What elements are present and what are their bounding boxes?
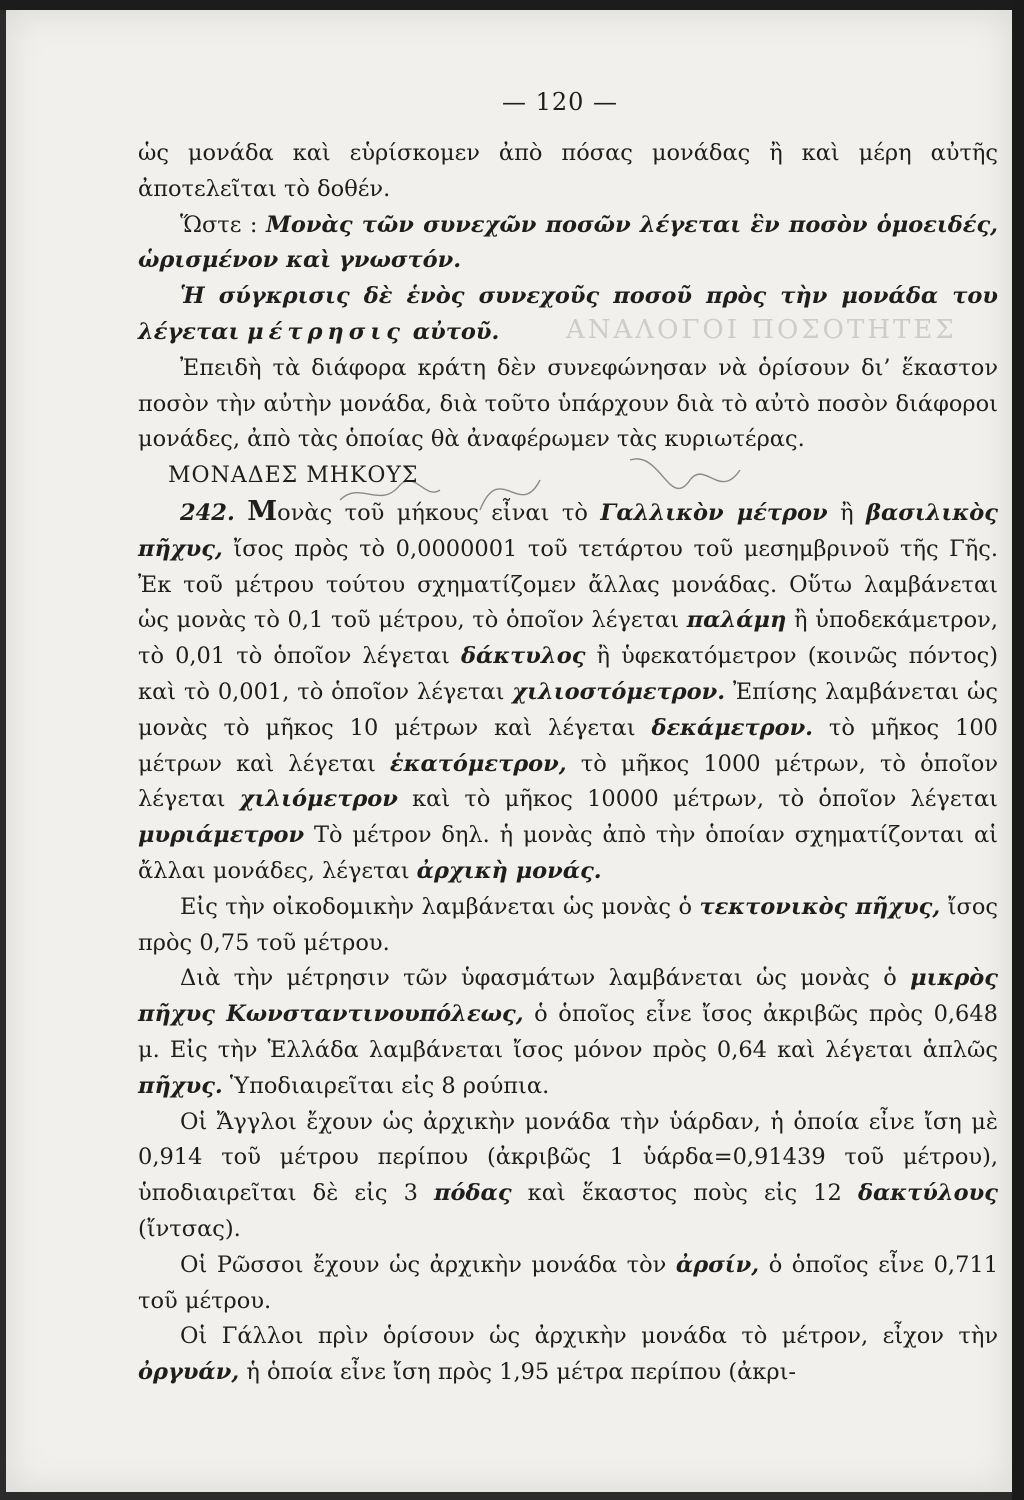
text-run: Οἱ Ἄγγλοι ἔχουν ὡς ἀρχικὴν μονάδα τὴν ὑάρδαν, ἡ ὁποία εἶνε ἴση μὲ 0,914 τοῦ μέτρου περίπου (ἀκριβῶς 1 ὑάρδα=0,91439 τοῦ μέτρου), ὑποδιαιρεῖται δὲ εἰς 3: [138, 1108, 998, 1207]
text-run: καὶ ἕκαστος ποὺς εἰς 12: [511, 1180, 858, 1207]
text-run: Τὸ μέτρον δηλ. ἡ μονὰς ἀπὸ τὴν ὁποίαν σχηματίζονται αἱ ἄλλαι μονάδες, λέγεται: [138, 822, 998, 884]
text-run: ὡς μονάδα καὶ εὑρίσκομεν ἀπὸ πόσας μονάδας ἢ καὶ μέρη αὐτῆς ἀποτελεῖται τὸ δοθέν.: [138, 140, 998, 202]
text-run: καὶ τὸ μῆκος 10000 μέτρων, τὸ ὁποῖον λέγεται: [397, 786, 998, 813]
term: τεκτονικὸς πῆχυς,: [699, 893, 941, 920]
section-heading: ΜΟΝΑΔΕΣ ΜΗΚΟΥΣ: [168, 463, 419, 489]
term: ἀρχικὴ μονάς.: [416, 857, 602, 884]
term: παλάμη: [686, 607, 787, 634]
text-run: Ἐπειδὴ τὰ διάφορα κράτη δὲν συνεφώνησαν νὰ ὁρίσουν δι’ ἕκαστον ποσὸν τὴν αὐτὴν μονάδα, διὰ τοῦτο ὑπάρχουν διὰ τὸ αὐτὸ ποσὸν διάφοροι μονάδες, ἀπὸ τὰς ὁποίας θὰ ἀναφέρωμεν τὰς κυριωτέρας.: [138, 354, 998, 453]
term: Γαλλικὸν μέτρον: [600, 499, 828, 526]
term: χιλιόμετρον: [239, 786, 398, 813]
paragraph-8: [138, 1105, 998, 1248]
text-run: ἡ ὁποία εἶνε ἴση πρὸς 1,95 μέτρα περίπου (ἀκρι-: [239, 1359, 797, 1386]
term: μυριάμετρον: [138, 822, 305, 849]
initial-letter: Μ: [247, 495, 278, 527]
paragraph-10: [138, 1319, 998, 1391]
scan-right-edge: [1012, 0, 1024, 1500]
term: πῆχυς.: [138, 1072, 223, 1099]
emphasis-term: μέτρησις: [247, 318, 405, 345]
text-run: τὸ μῆκος 1000 μέτρων, τὸ ὁποῖον λέγεται: [138, 750, 999, 813]
term: δάκτυλος: [460, 643, 586, 670]
text-run: Ὑποδιαιρεῖται εἰς 8 ρούπια.: [222, 1072, 550, 1099]
body-text: [138, 136, 998, 1391]
text-run: Οἱ Ρῶσσοι ἔχουν ὡς ἀρχικὴν μονάδα τὸν: [180, 1251, 676, 1278]
text-run: ὁ ὁποῖος εἶνε 0,711 τοῦ μέτρου.: [138, 1251, 999, 1314]
definition-text: Μονὰς τῶν συνεχῶν ποσῶν λέγεται ἓν ποσὸν ὁμοειδές, ὡρισμένον καὶ γνωστόν.: [138, 211, 998, 274]
text-run: (ἴντσας).: [138, 1215, 241, 1242]
term: βασιλικὸς πῆχυς,: [138, 499, 998, 562]
text-run: ἴσος πρὸς 0,75 τοῦ μέτρου.: [138, 893, 998, 956]
paragraph-6: [138, 890, 998, 962]
text-run: ονὰς τοῦ μήκους εἶναι τὸ: [277, 499, 601, 526]
paragraph-4: [138, 351, 998, 458]
term: ὀργυάν,: [138, 1359, 240, 1386]
paragraph-2: [138, 208, 998, 280]
scan-top-edge: [0, 0, 1024, 10]
paragraph-7: [138, 961, 998, 1104]
text-run: Εἰς τὴν οἰκοδομικὴν λαμβάνεται ὡς μονὰς ὁ: [180, 893, 700, 920]
text-run: ἢ ὑφεκατόμετρον (κοινῶς πόντος) καὶ τὸ 0,001, τὸ ὁποῖον λέγεται: [138, 643, 999, 705]
paragraph-1: [138, 136, 998, 208]
term: πόδας: [434, 1180, 512, 1207]
text-run: Διὰ τὴν μέτρησιν τῶν ὑφασμάτων λαμβάνεται ὡς μονὰς ὁ: [180, 965, 911, 992]
term: ἀρσίν,: [675, 1251, 760, 1278]
text-run: ὁ ὁποῖος εἶνε ἴσος ἀκριβῶς πρὸς 0,648 μ. Εἰς τὴν Ἑλλάδα λαμβάνεται ἴσος μόνον πρὸς 0,64 καὶ λέγεται ἁπλῶς: [138, 1001, 998, 1063]
text-run: τὸ μῆκος 100 μέτρων καὶ λέγεται: [138, 714, 998, 777]
term: δεκάμετρον.: [651, 714, 814, 741]
paragraph-3: [138, 279, 998, 351]
text-run: ἢ ὑποδεκάμετρον, τὸ 0,01 τὸ ὁποῖον λέγεται: [138, 607, 998, 670]
term: χιλιοστόμετρον.: [512, 678, 726, 705]
page-number: — 120 —: [501, 88, 619, 116]
section-number: 242.: [180, 499, 235, 526]
definition-text: Ἡ σύγκρισις δὲ ἑνὸς συνεχοῦς ποσοῦ πρὸς τὴν μονάδα του λέγεται: [138, 283, 998, 345]
term: ἑκατόμετρον,: [389, 750, 567, 777]
definition-text: αὐτοῦ.: [404, 318, 500, 345]
term: δακτύλους: [857, 1180, 998, 1207]
text-run: Ἐπίσης λαμβάνεται ὡς μονὰς τὸ μῆκος 10 μέτρων καὶ λέγεται: [138, 678, 998, 741]
paragraph-242: [138, 494, 998, 890]
text-run: Οἱ Γάλλοι πρὶν ὁρίσουν ὡς ἀρχικὴν μονάδα τὸ μέτρον, εἶχον τὴν: [180, 1323, 998, 1350]
term: μικρὸς πῆχυς Κωνσταντινουπόλεως,: [138, 965, 998, 1028]
text-run: ἴσος πρὸς τὸ 0,0000001 τοῦ τετάρτου τοῦ μεσημβρινοῦ τῆς Γῆς. Ἐκ τοῦ μέτρου τούτου σχηματίζομεν ἄλλας μονάδας. Οὕτω λαμβάνεται ὡς μονὰς τὸ 0,1 τοῦ μέτρου, τὸ ὁποῖον λέγεται: [138, 535, 998, 634]
bleed-through-text: ΑΝΑΛΟΓΟΙ ΠΟΣΟΤΗΤΕΣ: [566, 315, 957, 345]
text-run: ἢ: [827, 499, 867, 526]
paragraph-9: [138, 1248, 998, 1320]
text-run: Ὥστε :: [180, 211, 266, 238]
